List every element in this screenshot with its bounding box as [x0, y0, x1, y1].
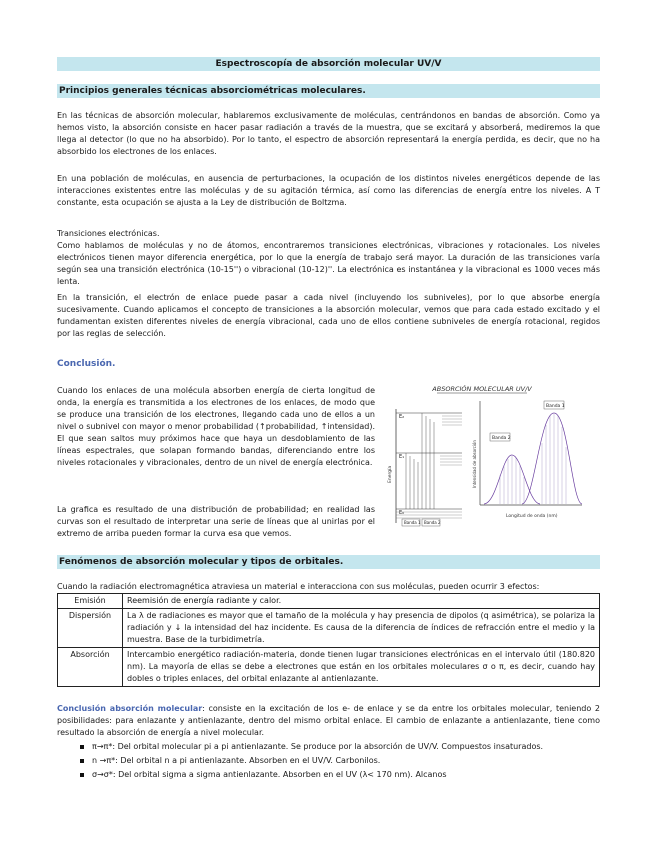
- heading-conclusion: Conclusión.: [57, 359, 116, 369]
- list-item: π→π*: Del orbital molecular pi a pi antienlazante. Se produce por la absorción de UV/V. Compuestos insaturados.: [80, 740, 600, 754]
- band2-bottom-label: Banda 2: [424, 520, 441, 525]
- table-row: [58, 648, 600, 687]
- orbital-transition-list: [80, 740, 600, 782]
- wavelength-axis-label: Longitud de onda (nm): [506, 514, 558, 519]
- conclusion-label: Conclusión absorción molecular: [57, 704, 203, 713]
- table-row: [58, 609, 600, 648]
- level-e1-label: E₁: [399, 454, 405, 460]
- list-item: σ→σ*: Del orbital sigma a sigma antienlazante. Absorben en el UV (λ< 170 nm). Alcanos: [80, 768, 600, 782]
- list-item: n →π*: Del orbital n a pi antienlazante. Absorben en el UV/V. Carbonilos.: [80, 754, 600, 768]
- paragraph-conclusion: Cuando los enlaces de una molécula absorben energía de cierta longitud de onda, la energía es transmitida a los electrones de los enlaces, de modo que se produce una transición de los electrones, llegando cada uno de ellos a un nivel o subnivel con mayor o menor probabilidad (↑probabilidad, ↑intensidad). El que sean saltos muy próximos hace que haya un desdoblamiento de las líneas espectrales, que solapan formando bandas, diferenciando entre los niveles rotacionales y vibracionales, dentro de un nivel de energía electrónica.: [57, 386, 375, 467]
- section-heading-phenomena: Fenómenos de absorción molecular y tipos de orbitales.: [57, 555, 600, 569]
- document-title: Espectroscopía de absorción molecular UV/V: [57, 57, 600, 71]
- paragraph-transition-levels: En la transición, el electrón de enlace puede pasar a cada nivel (incluyendo los subniveles), por lo que absorbe energía sucesivamente. Cuando aplicamos el concepto de transiciones a la absorción molecular, vemos que para cada estado excitado y el fundamentan existen diferentes niveles de energía vibracional, cada uno de ellos contiene subniveles de energía rotacional, regidos por las reglas de selección.: [57, 293, 600, 338]
- paragraph-boltzmann: En una población de moléculas, en ausencia de perturbaciones, la ocupación de los distintos niveles energéticos depende de las interacciones existentes entre las moléculas y de su agitación térmica, así como las diferencias de energía entre los niveles. A T constante, esta ocupación se ajusta a la Ley de distribución de Boltzma.: [57, 174, 600, 207]
- energy-axis-label: Energía: [388, 465, 393, 483]
- paragraph-molecular-conclusion: [57, 703, 600, 739]
- subheading-transitions: Transiciones electrónicas.: [57, 229, 160, 238]
- absorption-figure: [382, 383, 600, 531]
- effect-name: Emisión: [58, 594, 123, 609]
- effect-name: Dispersión: [58, 609, 123, 648]
- band1-label: Banda 1: [546, 404, 565, 409]
- effect-description: La λ de radiaciones es mayor que el tamaño de la molécula y hay presencia de dipolos (q asimétrica), se polariza la radiación y ↓ la intensidad del haz incidente. Es causa de la diferencia de índices de refracción entre el medio y la muestra. Base de la turbidimetría.: [123, 609, 600, 648]
- paragraph-effects-intro: Cuando la radiación electromagnética atraviesa un material e interacciona con sus moléculas, pueden ocurrir 3 efectos:: [57, 582, 540, 591]
- table-row: [58, 594, 600, 609]
- effect-name: Absorción: [58, 648, 123, 687]
- level-e0-label: E₀: [399, 510, 405, 516]
- band2-label: Banda 2: [492, 436, 511, 441]
- band1-bottom-label: Banda 1: [404, 520, 421, 525]
- effect-description: Intercambio energético radiación-materia, donde tienen lugar transiciones electrónicas en el intervalo útil (180.820 nm). La mayoría de ellas se debe a electrones que están en los orbitales moleculares σ o π, es decir, cuando hay dobles o triples enlaces, del orbital enlazante al antienlazante.: [123, 648, 600, 687]
- paragraph-absorption-intro: En las técnicas de absorción molecular, hablaremos exclusivamente de moléculas, centrándonos en bandas de absorción. Como ya hemos visto, la absorción consiste en hacer pasar radiación a través de la muestra, que se excitará y absorberá, mediremos la que llega al detector (lo que no ha absorbido). Por lo tanto, el espectro de absorción representará la energía perdida, es decir, que no ha absorbido los electrones de los enlaces.: [57, 111, 600, 156]
- conclusion-text: : consiste en la excitación de los e- de enlace y se da entre los orbitales molecular, teniendo 2 posibilidades: para enlazante y antienlazante, dentro del mismo orbital enlace. El cambio de enlazante a antienlazante, tiene como resultado la absorción de energía a nivel molecular.: [57, 704, 600, 737]
- figure-title: ABSORCIÓN MOLECULAR UV/V: [432, 385, 532, 393]
- paragraph-transitions: Como hablamos de moléculas y no de átomos, encontraremos transiciones electrónicas, vibraciones y rotacionales. Los niveles electrónicos tienen mayor diferencia energética, por lo que la energía de trabajo será mayor. La duración de las transiciones varía según sea una transición electrónica (10-15'') o vibracional (10-12)''. La electrónica es instantánea y la vibracional es 1000 veces más lenta.: [57, 241, 600, 286]
- intensity-axis-label: Intensidad de absorción: [472, 440, 477, 488]
- section-heading-principles: Principios generales técnicas absorciométricas moleculares.: [57, 84, 600, 98]
- level-e2-label: E₂: [399, 414, 405, 420]
- effect-description: Reemisión de energía radiante y calor.: [123, 594, 600, 609]
- effects-table: [57, 593, 600, 687]
- paragraph-graph-note: La grafica es resultado de una distribución de probabilidad; en realidad las curvas son el resultado de interpretar una serie de líneas que al unirlas por el extremo de arriba pueden formar la curva esa que vemos.: [57, 505, 375, 538]
